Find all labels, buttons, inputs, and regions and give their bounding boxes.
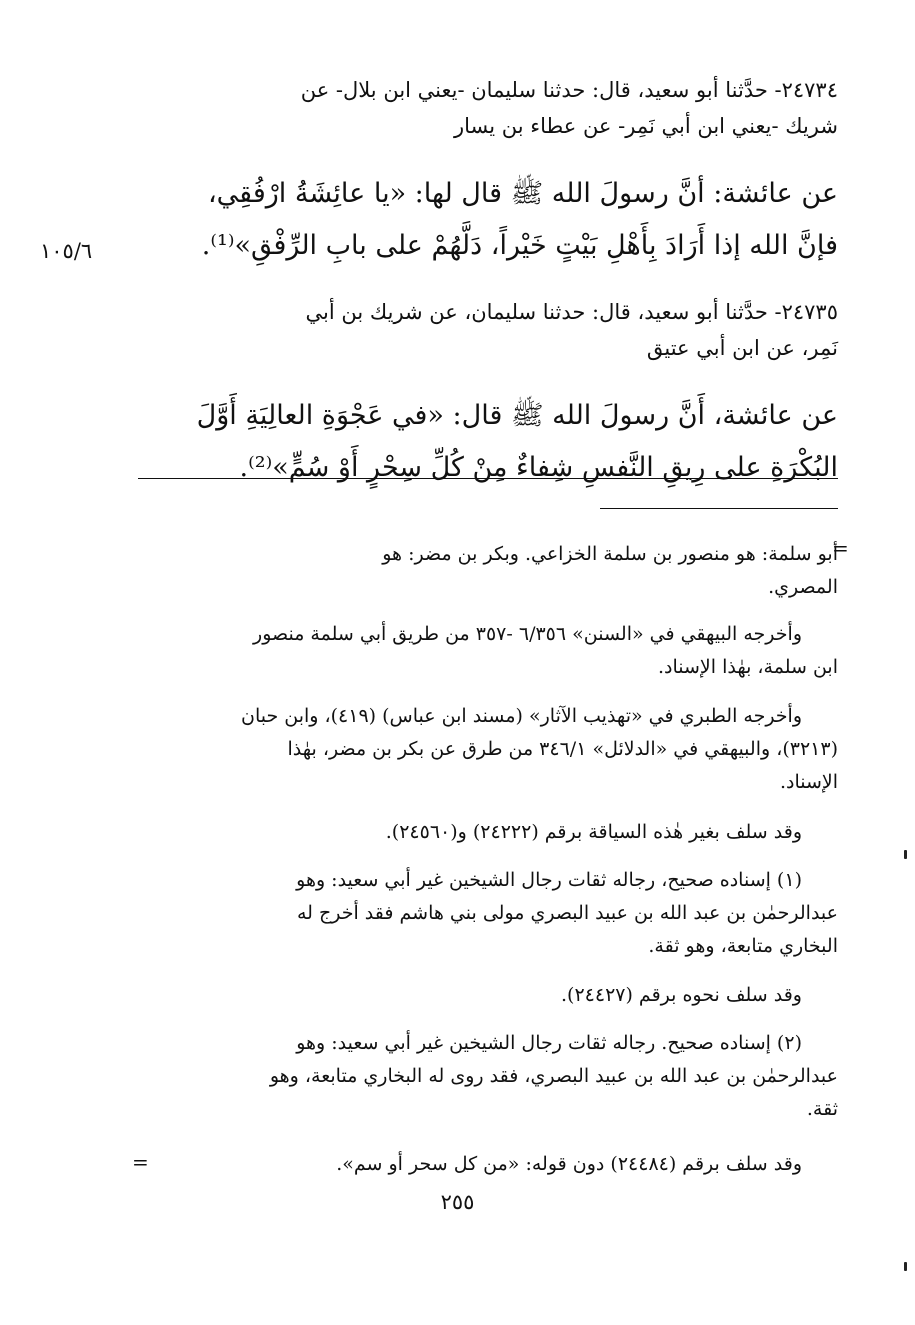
footnote-paragraph-cont: [138, 733, 838, 799]
footnote-paragraph-cont: [138, 651, 838, 684]
chain-line: ٢٤٧٣٥- حدَّثنا أبو سعيد، قال: حدثنا سليمان، عن شريك بن أبي: [305, 300, 838, 324]
footnote-line: (٣٢١٣)، والبيهقي في «الدلائل» ٣٤٦/١ من طرق عن بكر بن مضر، بهٰذا: [287, 738, 838, 760]
footnote-2-cont: [138, 1060, 838, 1126]
footnote-line: (١) إسناده صحيح، رجاله ثقات رجال الشيخين غير أبي سعيد: وهو: [296, 869, 802, 891]
footnote-2: [138, 1027, 838, 1060]
footnote-line: وقد سلف نحوه برقم (٢٤٤٢٧).: [561, 984, 802, 1006]
footnote-line: وأخرجه الطبري في «تهذيب الآثار» (مسند ابن عباس) (٤١٩)، وابن حبان: [240, 705, 802, 727]
scan-speck: [904, 1262, 907, 1271]
hadith-24735-chain: [138, 294, 838, 366]
scan-speck: [904, 850, 907, 859]
text-underline: [138, 478, 838, 479]
footnote-line: وأخرجه البيهقي في «السنن» ٦/٣٥٦ -٣٥٧ من طريق أبي سلمة منصور: [253, 623, 802, 645]
footnote-line: وقد سلف برقم (٢٤٤٨٤) دون قوله: «من كل سحر أو سم».: [336, 1153, 802, 1175]
end-continuation-mark: =: [132, 1150, 149, 1174]
footnote-line: المصري.: [768, 576, 838, 598]
footnote-paragraph: [138, 1148, 838, 1181]
hadith-24734-chain: [138, 72, 838, 144]
hadith-line: عن عائشة: أنَّ رسولَ الله ﷺ قال لها: «يا عائِشَةُ ارْفُقِي،: [207, 178, 838, 209]
page-number: ٢٥٥: [440, 1190, 475, 1214]
footnote-line: البخاري متابعة، وهو ثقة.: [648, 935, 838, 957]
hadith-line: البُكْرَةِ على رِيقِ النَّفسِ شِفاءٌ مِنْ كُلِّ سِحْرٍ أَوْ سُمٍّ»⁽²⁾.: [239, 452, 838, 483]
footnote-line: أبو سلمة: هو منصور بن سلمة الخزاعي. وبكر بن مضر: هو: [382, 543, 838, 565]
chain-line: ٢٤٧٣٤- حدَّثنا أبو سعيد، قال: حدثنا سليمان -يعني ابن بلال- عن: [300, 78, 838, 102]
footnote-paragraph: [138, 700, 838, 733]
footnote-paragraph: [138, 979, 838, 1012]
footnote-line: الإسناد.: [779, 771, 838, 793]
footnote-line: (٢) إسناده صحيح. رجاله ثقات رجال الشيخين غير أبي سعيد: وهو: [296, 1032, 802, 1054]
footnote-1-cont: [138, 897, 838, 963]
volume-page-reference: ١٠٥/٦: [40, 239, 93, 263]
footnote-1: [138, 864, 838, 897]
footnote-line: عبدالرحمٰن بن عبد الله بن عبيد البصري مولى بني هاشم فقد أخرج له: [296, 902, 838, 924]
hadith-line: فإنَّ الله إذا أَرَادَ بِأَهْلِ بَيْتٍ خَيْراً، دَلَّهُمْ على بابِ الرِّفْقِ»⁽¹⁾.: [201, 230, 838, 261]
footnote-paragraph: [138, 618, 838, 651]
footnote-line: ثقة.: [806, 1098, 838, 1120]
hadith-24734-text: [138, 168, 838, 272]
chain-line: شريك -يعني ابن أبي نَمِر- عن عطاء بن يسار: [453, 114, 838, 138]
footnote-line: ابن سلمة، بهٰذا الإسناد.: [657, 656, 838, 678]
footnote-separator: [600, 508, 838, 509]
footnote-paragraph: [138, 538, 838, 604]
chain-line: نَمِر، عن ابن أبي عتيق: [646, 336, 838, 360]
footnote-line: عبدالرحمٰن بن عبد الله بن عبيد البصري، فقد روى له البخاري متابعة، وهو: [269, 1065, 838, 1087]
footnote-line: وقد سلف بغير هٰذه السياقة برقم (٢٤٢٢٢) و(٢٤٥٦٠).: [385, 821, 802, 843]
footnote-paragraph: [138, 816, 838, 849]
hadith-line: عن عائشة، أَنَّ رسولَ الله ﷺ قال: «في عَجْوَةِ العالِيَةِ أَوَّلَ: [196, 400, 838, 431]
continuation-mark: =: [832, 536, 849, 560]
